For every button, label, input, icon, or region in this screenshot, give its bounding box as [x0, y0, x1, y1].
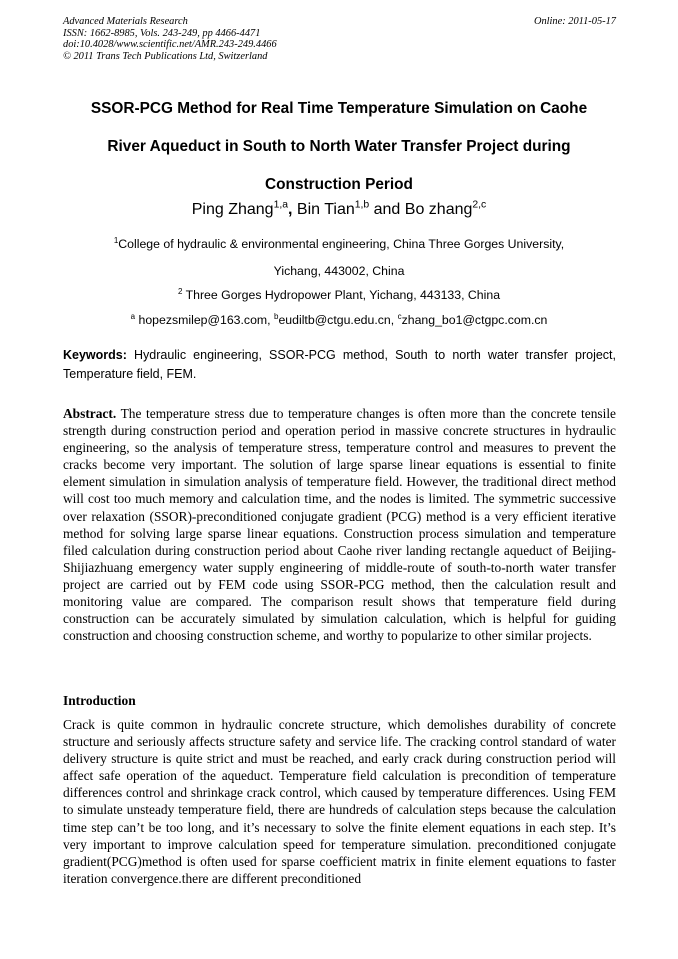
affiliation-1 — [40, 236, 638, 252]
author-separator: , — [288, 201, 297, 218]
online-date: Online: 2011-05-17 — [533, 16, 616, 27]
title-line-3: Construction Period — [265, 176, 413, 193]
email-address: zhang_bo1@ctgpc.com.cn — [401, 313, 548, 327]
affiliation-text: College of hydraulic & environmental engineering, China Three Gorges University, — [118, 237, 565, 251]
title-line-2: River Aqueduct in South to North Water Transfer Project during — [107, 138, 571, 155]
affiliation-mark: 1 — [113, 235, 119, 245]
author-name: Ping Zhang — [191, 201, 274, 218]
author-affiliation-mark: 2,c — [472, 199, 487, 211]
author-conjunction: and — [369, 201, 405, 218]
author-emails — [40, 312, 638, 328]
journal-name: Advanced Materials Research — [63, 16, 188, 27]
email-address: hopezsmilep@163.com, — [135, 313, 274, 327]
author-name: Bin Tian — [296, 201, 355, 218]
abstract — [63, 405, 616, 644]
keywords — [63, 346, 616, 383]
keywords-label: Keywords: — [63, 348, 127, 362]
affiliation-1-city: Yichang, 443002, China — [273, 264, 405, 278]
abstract-text: The temperature stress due to temperature changes is often more than the concrete tensile strength during construction period and operation period in massive concrete structures in hydraulic engineering, so the analysis of temperature stress, temperature control and measures to prevent the cracks become very important. The solution of large sparse linear equations is essential to finite element simulation in simulation analysis of temperature field. However, the traditional direct method will cost too much memory and calculation time, and the nodes is limited. The symmetric successive over relaxation (SSOR)-preconditioned conjugate gradient (PCG) method is a very efficient iterative method for solving large sparse linear equations. Construction process simulation and temperature filed calculation during construction period about Caohe river landing rectangle aqueduct of Beijing-Shijiazhuang emergency water supply engineering of middle-route of south-to-north water transfer project are carried out by FEM code using SSOR-PCG method, then the calculation result and monitoring value are compared. The comparison result shows that temperature field during construction can be accurately simulated by simulation calculation, which is helpful for guiding construction and choosing construction scheme, and worthy to popularize to other similar projects. — [63, 406, 616, 644]
affiliation-mark: 2 — [177, 286, 183, 296]
affiliation-text: Three Gorges Hydropower Plant, Yichang, 443133, China — [182, 288, 501, 302]
introduction-text: Crack is quite common in hydraulic concrete structure, which demolishes durability of concrete structure and seriously affects structure safety and service life. The cracking control standard of water delivery structure is quite strict and must be reached, and early crack during construction period will affect safe operation of the aqueduct. Temperature field calculation is precondition of temperature differences control and shrinkage crack control, which caused by temperature differences. Using FEM to simulate unsteady temperature field, there are hundreds of calculation steps because the calculation time step can’t be too long, and it’s necessary to solve the finite element equations in each step. It’s very important to improve calculation speed for temperature simulation. preconditioned conjugate gradient(PCG)method is often used for sparse coefficient matrix in finite element equations to faster iteration convergence.there are different preconditioned — [63, 717, 616, 886]
email-address: eudiltb@ctgu.edu.cn, — [278, 313, 398, 327]
email-mark: c — [397, 311, 402, 321]
journal-header — [63, 16, 616, 62]
author-affiliation-mark: 1,b — [354, 199, 370, 211]
section-heading-introduction: Introduction — [63, 693, 136, 708]
email-mark: a — [130, 311, 136, 321]
abstract-label: Abstract. — [63, 406, 117, 421]
journal-issn: ISSN: 1662-8985, Vols. 243-249, pp 4466-4471 — [63, 27, 261, 39]
journal-doi: doi:10.4028/www.scientific.net/AMR.243-249.4466 — [63, 39, 277, 51]
email-mark: b — [274, 311, 279, 321]
journal-copyright: © 2011 Trans Tech Publications Ltd, Switzerland — [63, 50, 268, 62]
author-list — [40, 198, 638, 222]
keywords-text: Hydraulic engineering, SSOR-PCG method, South to north water transfer project, Temperature field, FEM. — [63, 348, 616, 381]
title-line-1: SSOR-PCG Method for Real Time Temperature Simulation on Caohe — [90, 100, 588, 117]
affiliation-2 — [40, 287, 638, 303]
paper-title — [40, 90, 638, 204]
author-affiliation-mark: 1,a — [273, 199, 289, 211]
author-name: Bo zhang — [404, 201, 473, 218]
